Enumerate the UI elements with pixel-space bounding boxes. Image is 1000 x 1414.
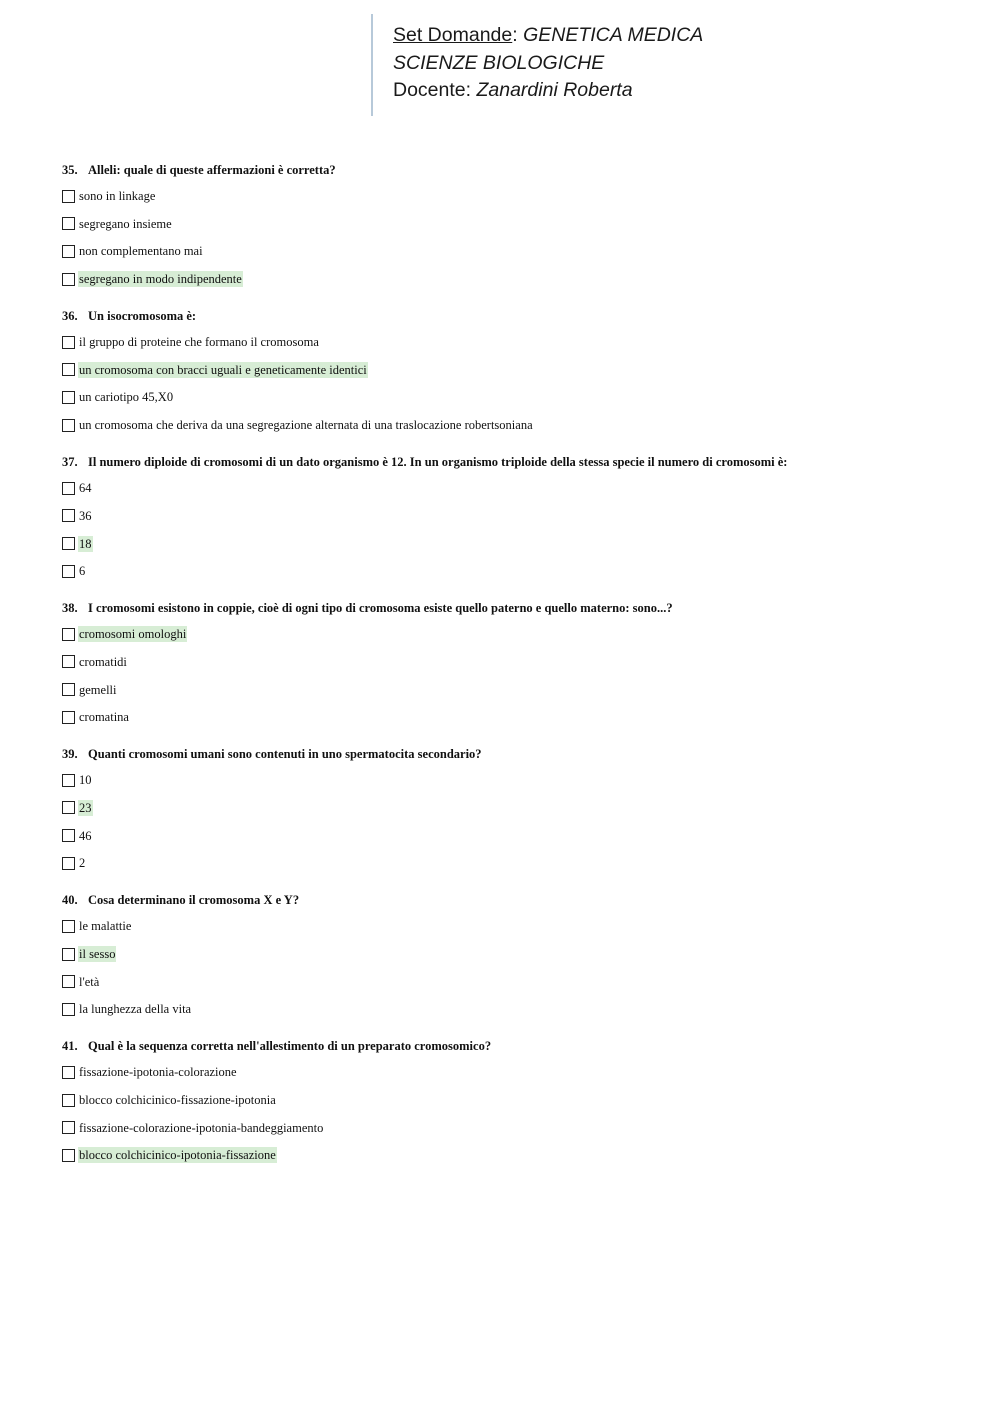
- answer-option[interactable]: [62, 534, 962, 554]
- answer-checkbox[interactable]: [62, 336, 75, 349]
- answer-checkbox[interactable]: [62, 1121, 75, 1134]
- answer-option[interactable]: [62, 770, 962, 790]
- answer-checkbox[interactable]: [62, 829, 75, 842]
- answer-option[interactable]: [62, 624, 962, 644]
- answer-text: 2: [79, 856, 86, 871]
- answer-option[interactable]: [62, 826, 962, 846]
- question-title: [62, 892, 962, 908]
- answer-option[interactable]: [62, 707, 962, 727]
- answer-option[interactable]: [62, 186, 962, 206]
- question-number: 39.: [62, 747, 78, 762]
- answer-checkbox[interactable]: [62, 537, 75, 550]
- answer-checkbox[interactable]: [62, 655, 75, 668]
- set-line: [393, 22, 703, 50]
- answer-text: sono in linkage: [79, 189, 156, 203]
- answer-option[interactable]: [62, 916, 962, 936]
- answer-text: un cariotipo 45,X0: [79, 390, 174, 405]
- answer-checkbox[interactable]: [62, 1149, 75, 1162]
- answer-text-correct: un cromosoma con bracci uguali e geneticamente identici: [79, 362, 367, 377]
- answer-checkbox[interactable]: [62, 245, 75, 258]
- answer-option[interactable]: [62, 798, 962, 818]
- set-separator: :: [512, 24, 518, 46]
- answer-option[interactable]: [62, 387, 962, 407]
- answer-text-correct: blocco colchicinico-ipotonia-fissazione: [79, 1148, 276, 1163]
- answer-checkbox[interactable]: [62, 975, 75, 988]
- answer-option[interactable]: [62, 972, 962, 992]
- answer-text: cromatina: [79, 710, 129, 725]
- question-title: [62, 454, 962, 470]
- answer-option[interactable]: [62, 1145, 962, 1165]
- answer-option[interactable]: [62, 652, 962, 672]
- answer-checkbox[interactable]: [62, 1003, 75, 1016]
- answer-text: le malattie: [79, 919, 132, 934]
- answer-checkbox[interactable]: [62, 711, 75, 724]
- answer-text: cromatidi: [79, 654, 127, 669]
- answer-text: 6: [79, 564, 86, 579]
- answer-checkbox[interactable]: [62, 774, 75, 787]
- answer-option[interactable]: [62, 478, 962, 498]
- answer-text: fissazione-ipotonia-colorazione: [79, 1065, 237, 1080]
- document-header: [371, 14, 703, 116]
- question: [62, 454, 962, 581]
- course-name: SCIENZE BIOLOGICHE: [393, 51, 605, 74]
- answer-text: l'età: [79, 974, 100, 989]
- question: [62, 308, 962, 435]
- answer-checkbox[interactable]: [62, 628, 75, 641]
- answer-text: blocco colchicinico-fissazione-ipotonia: [79, 1093, 276, 1108]
- answer-text: un cromosoma che deriva da una segregazione alternata di una traslocazione robertsoniana: [79, 418, 533, 433]
- answer-option[interactable]: [62, 241, 962, 261]
- question-title: [62, 746, 962, 762]
- answer-text-correct: 23: [79, 800, 92, 815]
- question-title: [62, 162, 962, 178]
- set-label: Set Domande: [393, 24, 513, 46]
- question-text: Qual è la sequenza corretta nell'allestimento di un preparato cromosomico?: [88, 1039, 492, 1054]
- question: [62, 162, 962, 289]
- answer-text: 10: [79, 773, 92, 788]
- teacher-line: [393, 77, 703, 105]
- question-number: 41.: [62, 1039, 78, 1054]
- question-text: Il numero diploide di cromosomi di un dato organismo è 12. In un organismo triploide della stessa specie il numero di cromosomi è:: [88, 455, 788, 470]
- answer-option[interactable]: [62, 506, 962, 526]
- answer-checkbox[interactable]: [62, 565, 75, 578]
- answer-checkbox[interactable]: [62, 1094, 75, 1107]
- answer-option[interactable]: [62, 1062, 962, 1082]
- answer-option[interactable]: [62, 680, 962, 700]
- answer-checkbox[interactable]: [62, 801, 75, 814]
- answer-checkbox[interactable]: [62, 419, 75, 432]
- answer-option[interactable]: [62, 332, 962, 352]
- question-title: [62, 600, 962, 616]
- teacher-label: Docente:: [393, 79, 472, 101]
- question-text: I cromosomi esistono in coppie, cioè di ogni tipo di cromosoma esiste quello paterno e quello materno: sono...?: [88, 601, 673, 616]
- answer-checkbox[interactable]: [62, 1066, 75, 1079]
- question-number: 35.: [62, 163, 78, 177]
- answer-checkbox[interactable]: [62, 273, 75, 286]
- question-number: 38.: [62, 601, 78, 616]
- answer-text: la lunghezza della vita: [79, 1002, 192, 1017]
- answer-checkbox[interactable]: [62, 391, 75, 404]
- set-value: GENETICA MEDICA: [523, 24, 704, 46]
- answer-option[interactable]: [62, 214, 962, 234]
- answer-checkbox[interactable]: [62, 190, 75, 203]
- answer-option[interactable]: [62, 1118, 962, 1138]
- answer-text: segregano insieme: [79, 216, 172, 231]
- question-text: Un isocromosoma è:: [88, 309, 197, 324]
- question-text: Cosa determinano il cromosoma X e Y?: [88, 893, 300, 908]
- answer-text: fissazione-colorazione-ipotonia-bandeggiamento: [79, 1120, 324, 1135]
- course-line: [393, 50, 703, 78]
- question-text: Alleli: quale di queste affermazioni è corretta?: [88, 163, 336, 177]
- question-list: [62, 162, 962, 1184]
- question: [62, 1038, 962, 1165]
- teacher-name: Zanardini Roberta: [476, 79, 633, 101]
- answer-option[interactable]: [62, 415, 962, 435]
- answer-checkbox[interactable]: [62, 948, 75, 961]
- answer-option[interactable]: [62, 269, 962, 289]
- answer-text-correct: il sesso: [79, 947, 116, 961]
- question-number: 36.: [62, 309, 78, 324]
- question: [62, 600, 962, 727]
- answer-checkbox[interactable]: [62, 363, 75, 376]
- question-text: Quanti cromosomi umani sono contenuti in uno spermatocita secondario?: [88, 747, 482, 762]
- answer-checkbox[interactable]: [62, 857, 75, 870]
- question-title: [62, 308, 962, 324]
- answer-checkbox[interactable]: [62, 509, 75, 522]
- answer-text: gemelli: [79, 682, 117, 697]
- answer-text-correct: 18: [79, 536, 92, 551]
- answer-text: non complementano mai: [79, 244, 203, 259]
- answer-text: 36: [79, 508, 92, 523]
- answer-text-correct: segregano in modo indipendente: [79, 272, 242, 287]
- answer-checkbox[interactable]: [62, 920, 75, 933]
- answer-text: 46: [79, 828, 92, 843]
- answer-option[interactable]: [62, 360, 962, 380]
- answer-checkbox[interactable]: [62, 217, 75, 230]
- question-number: 40.: [62, 893, 78, 908]
- answer-option[interactable]: [62, 999, 962, 1019]
- answer-option[interactable]: [62, 944, 962, 964]
- answer-text-correct: cromosomi omologhi: [79, 627, 187, 642]
- answer-option[interactable]: [62, 1090, 962, 1110]
- answer-text: 64: [79, 481, 92, 496]
- question: [62, 746, 962, 873]
- answer-text: il gruppo di proteine che formano il cromosoma: [79, 335, 319, 350]
- question-title: [62, 1038, 962, 1054]
- answer-checkbox[interactable]: [62, 482, 75, 495]
- answer-checkbox[interactable]: [62, 683, 75, 696]
- question-number: 37.: [62, 455, 78, 470]
- answer-option[interactable]: [62, 561, 962, 581]
- answer-option[interactable]: [62, 853, 962, 873]
- question: [62, 892, 962, 1019]
